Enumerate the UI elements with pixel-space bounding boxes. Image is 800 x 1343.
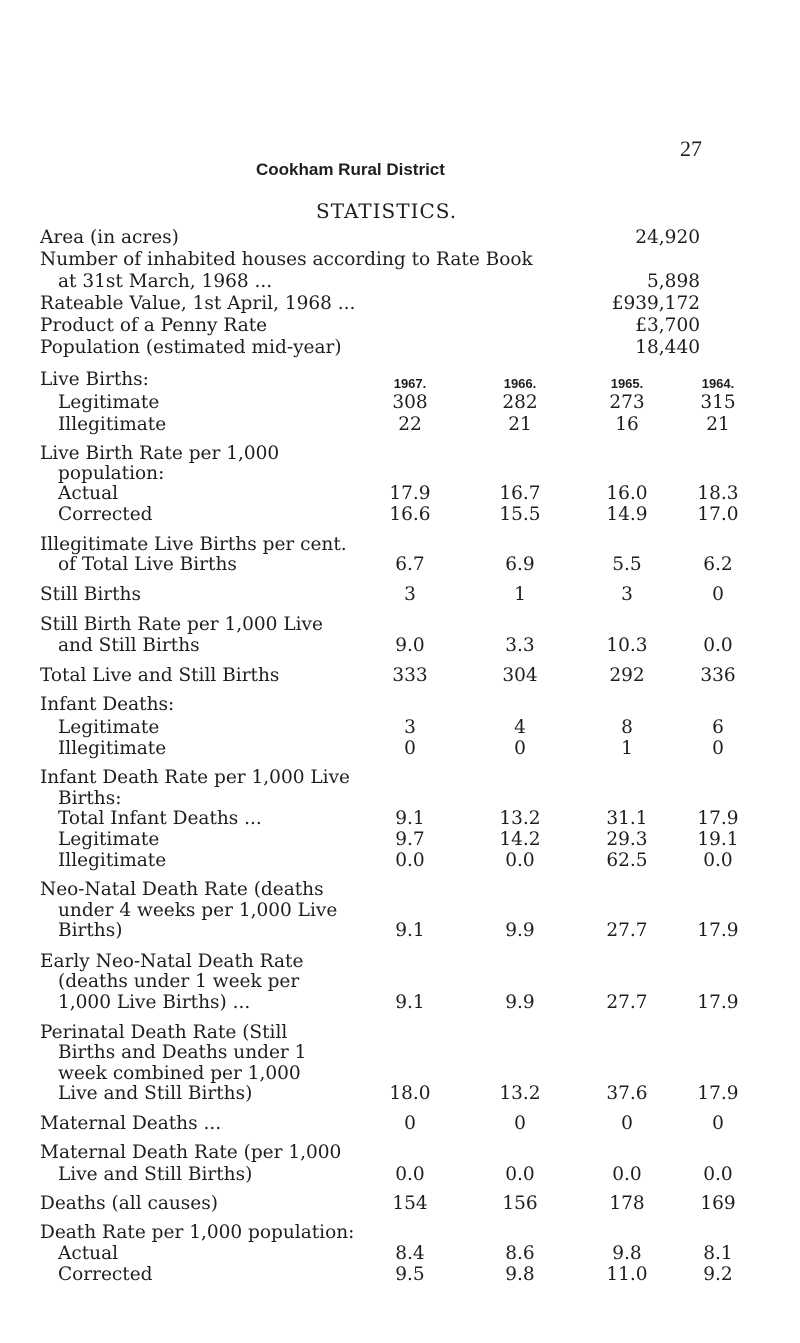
table-row-label: Actual (58, 483, 119, 504)
table-cell: 3 (621, 584, 633, 605)
year-header: 1967. (393, 376, 427, 391)
table-cell: 9.8 (505, 1264, 535, 1285)
table-row-label: and Still Births (58, 635, 200, 656)
table-row-label: 1,000 Live Births) ... (58, 992, 251, 1013)
table-cell: 0 (712, 584, 724, 605)
table-cell: 13.2 (499, 808, 541, 829)
table-cell: 18.0 (389, 1083, 431, 1104)
table-cell: 1 (514, 584, 526, 605)
table-cell: 3 (404, 584, 416, 605)
table-row-label: Corrected (58, 504, 153, 525)
table-cell: 3.3 (505, 635, 535, 656)
table-cell: 4 (514, 717, 526, 738)
table-cell: 156 (502, 1193, 538, 1214)
page-title: STATISTICS. (316, 199, 458, 223)
table-cell: 5.5 (612, 554, 642, 575)
table-cell: 0.0 (703, 635, 733, 656)
table-row-label: Live and Still Births) (58, 1164, 253, 1185)
table-cell: 16.7 (499, 483, 541, 504)
summary-label: Population (estimated mid-year) (40, 337, 342, 358)
table-cell: 0 (404, 1113, 416, 1134)
table-cell: 16.6 (389, 504, 431, 525)
table-cell: 13.2 (499, 1083, 541, 1104)
table-cell: 8.1 (703, 1243, 733, 1264)
summary-value: 18,440 (635, 337, 700, 358)
table-cell: 1 (621, 738, 633, 759)
table-cell: 0 (404, 738, 416, 759)
table-cell: 9.5 (395, 1264, 425, 1285)
table-cell: 17.9 (697, 1083, 739, 1104)
table-cell: 6.9 (505, 554, 535, 575)
table-cell: 169 (700, 1193, 736, 1214)
table-row-label: Births) (58, 920, 123, 941)
table-cell: 18.3 (697, 483, 739, 504)
table-cell: 9.9 (505, 920, 535, 941)
table-row-label: of Total Live Births (58, 554, 237, 575)
table-cell: 21 (508, 414, 532, 435)
table-cell: 336 (700, 665, 736, 686)
table-cell: 178 (609, 1193, 645, 1214)
table-row-label: Death Rate per 1,000 population: (40, 1222, 355, 1243)
table-row-label: Maternal Death Rate (per 1,000 (40, 1142, 342, 1163)
table-cell: 0 (621, 1113, 633, 1134)
table-row-label: population: (58, 463, 165, 484)
year-header: 1965. (610, 376, 644, 391)
table-row-label: Illegitimate (58, 850, 167, 871)
table-cell: 6 (712, 717, 724, 738)
year-header: 1966. (503, 376, 537, 391)
table-cell: 273 (609, 392, 645, 413)
table-cell: 3 (404, 717, 416, 738)
table-row-label: Births and Deaths under 1 (58, 1042, 307, 1063)
table-cell: 0.0 (395, 1164, 425, 1185)
table-cell: 6.7 (395, 554, 425, 575)
table-cell: 6.2 (703, 554, 733, 575)
table-cell: 8.6 (505, 1243, 535, 1264)
table-cell: 16.0 (606, 483, 648, 504)
summary-label: at 31st March, 1968 ... (58, 271, 273, 292)
summary-value: 24,920 (635, 227, 700, 248)
table-cell: 282 (502, 392, 538, 413)
district-heading: Cookham Rural District (256, 160, 445, 179)
table-cell: 0 (514, 738, 526, 759)
table-cell: 17.9 (697, 920, 739, 941)
summary-label: Number of inhabited houses according to Rate Book (40, 249, 533, 270)
table-row-label: Live and Still Births) (58, 1083, 253, 1104)
table-cell: 16 (615, 414, 639, 435)
table-cell: 17.9 (697, 808, 739, 829)
table-cell: 17.9 (389, 483, 431, 504)
table-cell: 315 (700, 392, 736, 413)
table-cell: 17.0 (697, 504, 739, 525)
table-cell: 62.5 (606, 850, 648, 871)
table-cell: 0.0 (703, 1164, 733, 1185)
table-row-label: (deaths under 1 week per (58, 971, 300, 992)
table-row-label: Illegitimate (58, 738, 167, 759)
table-cell: 0.0 (395, 850, 425, 871)
table-cell: 0.0 (612, 1164, 642, 1185)
table-cell: 9.7 (395, 829, 425, 850)
table-row-label: week combined per 1,000 (58, 1063, 301, 1084)
table-row-label: Corrected (58, 1264, 153, 1285)
table-row-label: Actual (58, 1243, 119, 1264)
table-row-label: Live Births: (40, 369, 149, 390)
table-cell: 9.8 (612, 1243, 642, 1264)
table-cell: 9.1 (395, 808, 425, 829)
table-row-label: Still Births (40, 584, 141, 605)
table-cell: 0 (514, 1113, 526, 1134)
table-row-label: Total Live and Still Births (40, 665, 280, 686)
table-row-label: Deaths (all causes) (40, 1193, 218, 1214)
table-cell: 11.0 (606, 1264, 648, 1285)
table-cell: 8.4 (395, 1243, 425, 1264)
summary-value: £3,700 (635, 315, 700, 336)
table-cell: 17.9 (697, 992, 739, 1013)
table-cell: 29.3 (606, 829, 648, 850)
table-cell: 0.0 (505, 1164, 535, 1185)
table-cell: 27.7 (606, 992, 648, 1013)
table-cell: 27.7 (606, 920, 648, 941)
table-row-label: Total Infant Deaths ... (58, 808, 262, 829)
table-cell: 14.2 (499, 829, 541, 850)
table-cell: 0.0 (703, 850, 733, 871)
table-row-label: Live Birth Rate per 1,000 (40, 443, 280, 464)
table-row-label: Legitimate (58, 717, 160, 738)
table-row-label: Infant Deaths: (40, 694, 175, 715)
year-header: 1964. (701, 376, 735, 391)
table-row-label: Legitimate (58, 829, 160, 850)
table-cell: 308 (392, 392, 428, 413)
summary-value: 5,898 (647, 271, 700, 292)
table-row-label: Neo-Natal Death Rate (deaths (40, 879, 324, 900)
table-cell: 9.2 (703, 1264, 733, 1285)
summary-label: Area (in acres) (40, 227, 179, 248)
table-cell: 154 (392, 1193, 428, 1214)
table-row-label: Still Birth Rate per 1,000 Live (40, 614, 323, 635)
table-cell: 10.3 (606, 635, 648, 656)
table-row-label: Illegitimate (58, 414, 167, 435)
table-row-label: Infant Death Rate per 1,000 Live (40, 767, 350, 788)
table-cell: 22 (398, 414, 422, 435)
table-cell: 19.1 (697, 829, 739, 850)
table-cell: 0 (712, 738, 724, 759)
table-cell: 9.9 (505, 992, 535, 1013)
table-row-label: under 4 weeks per 1,000 Live (58, 900, 338, 921)
table-cell: 8 (621, 717, 633, 738)
table-cell: 292 (609, 665, 645, 686)
table-row-label: Early Neo-Natal Death Rate (40, 951, 304, 972)
table-cell: 15.5 (499, 504, 541, 525)
table-cell: 31.1 (606, 808, 648, 829)
table-cell: 9.0 (395, 635, 425, 656)
page-number: 27 (680, 136, 702, 161)
table-cell: 9.1 (395, 992, 425, 1013)
table-cell: 0 (712, 1113, 724, 1134)
table-cell: 304 (502, 665, 538, 686)
summary-label: Product of a Penny Rate (40, 315, 268, 336)
table-row-label: Legitimate (58, 392, 160, 413)
table-row-label: Illegitimate Live Births per cent. (40, 534, 347, 555)
table-cell: 14.9 (606, 504, 648, 525)
table-row-label: Perinatal Death Rate (Still (40, 1022, 288, 1043)
table-cell: 9.1 (395, 920, 425, 941)
table-cell: 21 (706, 414, 730, 435)
table-row-label: Births: (58, 788, 122, 809)
table-cell: 0.0 (505, 850, 535, 871)
summary-label: Rateable Value, 1st April, 1968 ... (40, 293, 356, 314)
summary-value: £939,172 (611, 293, 700, 314)
table-row-label: Maternal Deaths ... (40, 1113, 222, 1134)
table-cell: 333 (392, 665, 428, 686)
table-cell: 37.6 (606, 1083, 648, 1104)
